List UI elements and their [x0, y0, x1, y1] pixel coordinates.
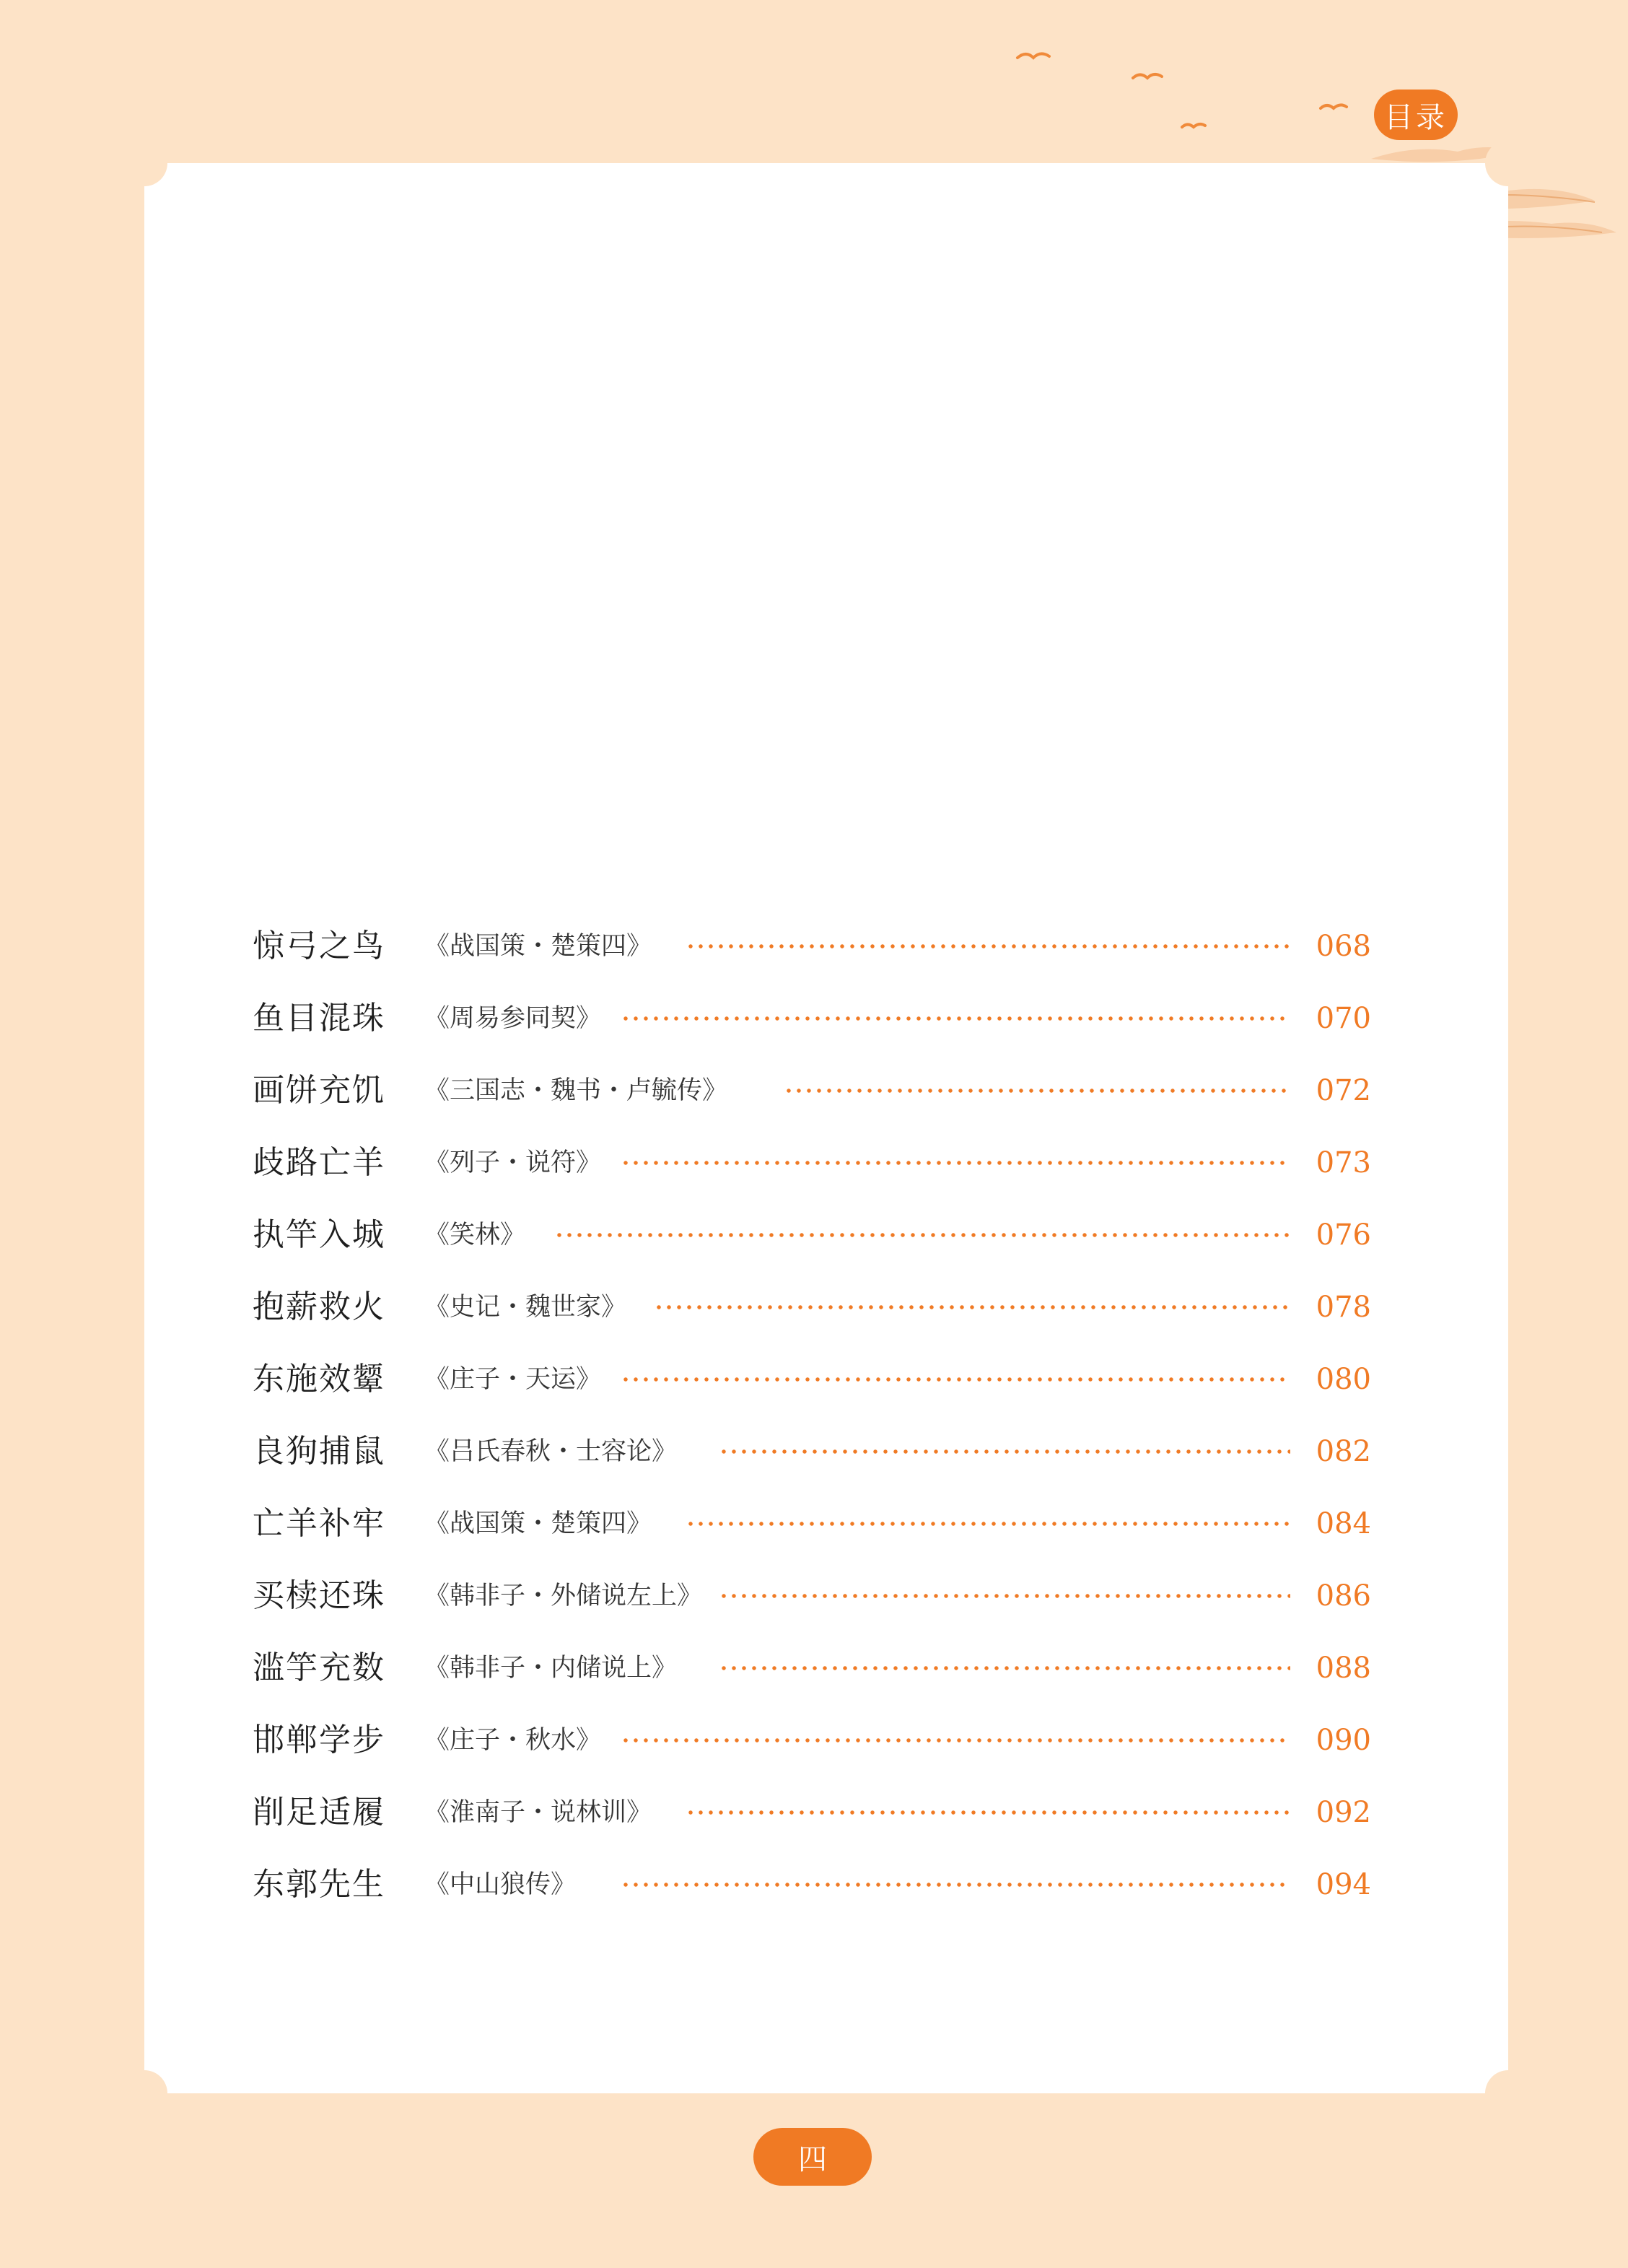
toc-entry[interactable] — [253, 1210, 1371, 1260]
toc-source: 《庄子・秋水》 — [424, 1726, 602, 1755]
toc-title: 东郭先生 — [253, 1866, 385, 1903]
toc-entry[interactable] — [253, 1138, 1371, 1188]
toc-entry[interactable] — [253, 1426, 1371, 1477]
toc-entry[interactable] — [253, 1787, 1371, 1838]
bird-icon — [1133, 74, 1162, 78]
toc-source: 《韩非子・外储说左上》 — [424, 1582, 703, 1610]
toc-page-number: 073 — [1316, 1146, 1371, 1179]
panel-corner — [1485, 2070, 1531, 2116]
toc-page-number: 080 — [1316, 1363, 1371, 1396]
toc-page-number: 084 — [1316, 1507, 1371, 1540]
toc-title: 鱼目混珠 — [253, 1000, 385, 1037]
toc-page-number: 072 — [1316, 1074, 1371, 1107]
toc-page-number: 078 — [1316, 1291, 1371, 1324]
toc-entry[interactable] — [253, 1571, 1371, 1621]
toc-title: 画饼充饥 — [253, 1072, 385, 1109]
toc-page-number: 090 — [1316, 1724, 1371, 1757]
toc-entry[interactable] — [253, 1354, 1371, 1405]
bird-icon — [1017, 53, 1049, 58]
toc-title: 买椟还珠 — [253, 1577, 385, 1614]
toc-page-number: 092 — [1316, 1796, 1371, 1829]
page-number-label: 四 — [798, 2142, 827, 2176]
panel-corner — [1485, 140, 1531, 186]
toc-title: 良狗捕鼠 — [253, 1433, 385, 1470]
toc-entry[interactable] — [253, 1643, 1371, 1693]
toc-entry[interactable] — [253, 1715, 1371, 1766]
dot-leader — [719, 1448, 1290, 1455]
toc-source: 《三国志・魏书・卢毓传》 — [424, 1076, 728, 1105]
dot-leader — [784, 1087, 1290, 1094]
toc-entry[interactable] — [253, 1859, 1371, 1910]
toc-source: 《列子・说符》 — [424, 1148, 602, 1177]
toc-page-number: 088 — [1316, 1652, 1371, 1685]
toc-title: 抱薪救火 — [253, 1288, 385, 1325]
toc-title: 滥竽充数 — [253, 1649, 385, 1686]
bird-icon — [1182, 124, 1205, 127]
toc-page-number: 082 — [1316, 1435, 1371, 1468]
contents-label: 目录 — [1384, 100, 1448, 134]
toc-source: 《史记・魏世家》 — [424, 1293, 627, 1322]
dot-leader — [621, 1737, 1290, 1744]
toc-title: 歧路亡羊 — [253, 1144, 385, 1181]
toc-source: 《战国策・楚策四》 — [424, 1509, 652, 1538]
toc-page-number: 086 — [1316, 1579, 1371, 1613]
toc-title: 惊弓之鸟 — [253, 928, 385, 964]
toc-title: 执竿入城 — [253, 1216, 385, 1253]
dot-leader — [621, 1159, 1290, 1166]
panel-corner — [121, 140, 167, 186]
dot-leader — [686, 943, 1290, 950]
toc-entry[interactable] — [253, 1282, 1371, 1333]
toc-source: 《笑林》 — [424, 1221, 526, 1249]
panel-corner — [121, 2070, 167, 2116]
dot-leader — [719, 1665, 1290, 1672]
toc-entry[interactable] — [253, 993, 1371, 1044]
toc-source: 《吕氏春秋・士容论》 — [424, 1437, 678, 1466]
toc-source: 《韩非子・内储说上》 — [424, 1654, 678, 1683]
dot-leader — [621, 1881, 1290, 1888]
toc-source: 《淮南子・说林训》 — [424, 1798, 652, 1827]
toc-entry[interactable] — [253, 921, 1371, 972]
toc-page-number: 070 — [1316, 1002, 1371, 1035]
dot-leader — [654, 1304, 1290, 1311]
toc-entry[interactable] — [253, 1499, 1371, 1549]
toc-page-number: 076 — [1316, 1218, 1371, 1252]
dot-leader — [686, 1809, 1290, 1816]
toc-source: 《战国策・楚策四》 — [424, 932, 652, 961]
toc-source: 《周易参同契》 — [424, 1004, 602, 1033]
dot-leader — [719, 1592, 1290, 1600]
dot-leader — [621, 1015, 1290, 1022]
dot-leader — [686, 1520, 1290, 1527]
toc-title: 东施效颦 — [253, 1361, 385, 1397]
page-number-badge — [753, 2128, 872, 2186]
toc-title: 削足适履 — [253, 1794, 385, 1831]
toc-source: 《庄子・天运》 — [424, 1365, 602, 1394]
toc-page-number: 094 — [1316, 1868, 1371, 1901]
toc-entry[interactable] — [253, 1065, 1371, 1116]
toc-title: 邯郸学步 — [253, 1722, 385, 1758]
toc-title: 亡羊补牢 — [253, 1505, 385, 1542]
toc-source: 《中山狼传》 — [424, 1870, 577, 1899]
contents-badge — [1374, 90, 1458, 140]
bird-icon — [1321, 105, 1347, 108]
dot-leader — [554, 1231, 1290, 1239]
toc-page-number: 068 — [1316, 930, 1371, 963]
dot-leader — [621, 1376, 1290, 1383]
